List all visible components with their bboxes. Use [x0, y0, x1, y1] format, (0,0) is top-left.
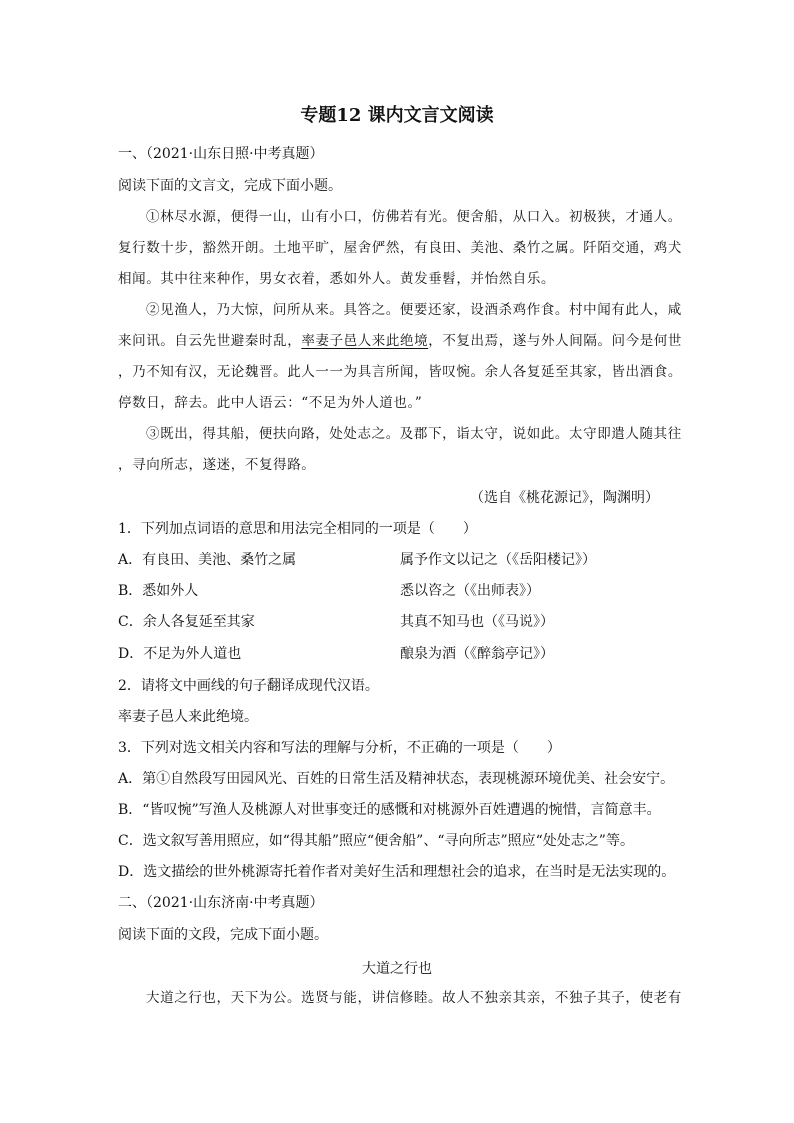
- option: B．“皆叹惋”写渔人及桃源人对世事变迁的感慨和对桃源外百姓遭遇的惋惜，言简意丰。: [118, 802, 661, 818]
- instruction: 阅读下面的文言文，完成下面小题。: [118, 178, 342, 194]
- passage-line: ②见渔人，乃大惊，问所从来。具答之。便要还家，设酒杀鸡作食。村中闻有此人，咸: [146, 302, 682, 318]
- option: D．选文描绘的世外桃源寄托着作者对美好生活和理想社会的追求，在当时是无法实现的。: [118, 864, 676, 880]
- question-sentence: 率妻子邑人来此绝境。: [118, 709, 258, 725]
- passage-line: ①林尽水源，便得一山，山有小口，仿佛若有光。便舍船，从口入。初极狭，才通人。: [146, 209, 682, 225]
- passage-text: 来问讯。自云先世避秦时乱，: [118, 333, 302, 349]
- option-right: 酿泉为酒（《醉翁亭记》）: [400, 646, 554, 662]
- passage-line: 停数日，辞去。此中人语云：“不足为外人道也。”: [118, 395, 423, 411]
- passage-line: ③既出，得其船，便扶向路，处处志之。及郡下，诣太守，说如此。太守即遣人随其往: [146, 426, 682, 442]
- question-stem: 1．下列加点词语的意思和用法完全相同的一项是（ ）: [118, 521, 477, 537]
- passage-line: 相闻。其中往来种作，男女衣着，悉如外人。黄发垂髫，并怡然自乐。: [118, 271, 556, 287]
- passage-line: ，乃不知有汉，无论魏晋。此人一一为具言所闻，皆叹惋。余人各复延至其家，皆出酒食。: [118, 364, 682, 380]
- section-header: 一、（2021·山东日照·中考真题）: [118, 146, 324, 162]
- option-left: C．余人各复延至其家: [118, 614, 255, 630]
- underlined-sentence: 率妻子邑人来此绝境: [301, 333, 429, 349]
- question-stem: 3．下列对选文相关内容和写法的理解与分析，不正确的一项是（ ）: [118, 740, 561, 756]
- option-left: B．悉如外人: [118, 583, 199, 599]
- option: A．第①自然段写田园风光、百姓的日常生活及精神状态，表现桃源环境优美、社会安宁。: [118, 771, 675, 787]
- option-left: D．不足为外人道也: [118, 646, 242, 662]
- option: C．选文叙写善用照应，如“得其船”照应“便舍船”、“寻向所志”照应“处处志之”等。: [118, 833, 634, 849]
- passage-line: 大道之行也，天下为公。选贤与能，讲信修睦。故人不独亲其亲，不独子其子，使老有: [146, 990, 682, 1006]
- instruction: 阅读下面的文段，完成下面小题。: [118, 927, 328, 943]
- option-right: 属予作文以记之（《岳阳楼记》）: [400, 552, 596, 568]
- passage-line: ，寻向所志，遂迷，不复得路。: [118, 457, 316, 473]
- option-left: A．有良田、美池、桑竹之属: [118, 552, 297, 568]
- option-right: 悉以咨之（《出师表》）: [400, 583, 540, 599]
- passage-text: ，不复出焉，遂与外人间隔。问今是何世: [428, 333, 683, 349]
- passage-title: 大道之行也: [362, 961, 432, 977]
- section-header: 二、（2021·山东济南·中考真题）: [118, 895, 324, 911]
- passage-line: [118, 332, 682, 350]
- source-citation: （选自《桃花源记》，陶渊明）: [470, 490, 659, 506]
- passage-line: 复行数十步，豁然开朗。土地平旷，屋舍俨然，有良田、美池、桑竹之属。阡陌交通，鸡犬: [118, 240, 682, 256]
- option-right: 其真不知马也（《马说》）: [400, 614, 554, 630]
- page-title: 专题12 课内文言文阅读: [300, 105, 494, 126]
- question-stem: 2．请将文中画线的句子翻译成现代汉语。: [118, 678, 379, 694]
